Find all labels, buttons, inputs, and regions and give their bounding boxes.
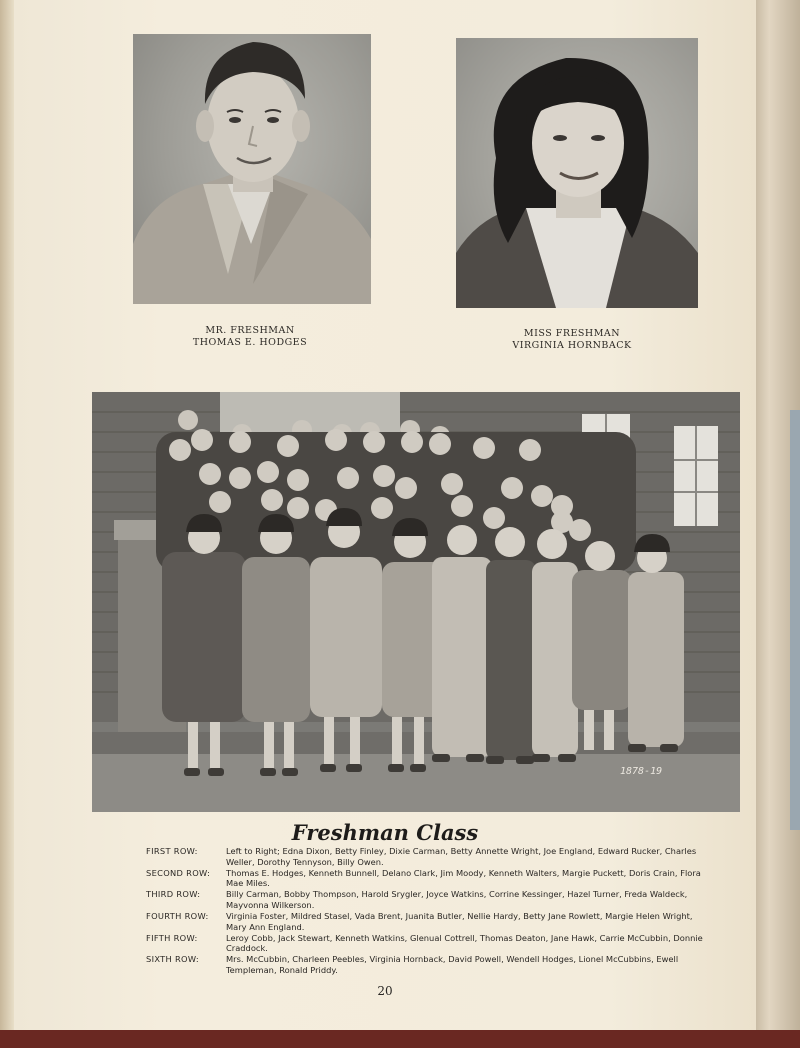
row-entry: [146, 846, 706, 867]
row-names: Thomas E. Hodges, Kenneth Bunnell, Delano Clark, Jim Moody, Kenneth Walters, Margie Puckett, Doris Crain, Flora Mae Miles.: [226, 867, 701, 889]
row-entry: [146, 911, 706, 932]
row-label: SECOND ROW:: [146, 867, 211, 878]
miss-freshman-title: MISS FRESHMAN: [523, 328, 621, 339]
book-cover-edge: [0, 1030, 800, 1048]
row-names: Virginia Foster, Mildred Stasel, Vada Brent, Juanita Butler, Nellie Hardy, Betty Jane Rowlett, Margie Helen Wright, Mary Ann England.: [226, 911, 693, 932]
row-listing: [146, 846, 706, 976]
row-entry: [146, 933, 706, 954]
portrait-miss-freshman: [456, 38, 698, 308]
row-names: Billy Carman, Bobby Thompson, Harold Srygler, Joyce Watkins, Corrine Kessinger, Hazel Turner, Freda Waldeck, Mayvonna Wilkerson.: [226, 889, 688, 910]
page-number: 20: [377, 984, 393, 998]
row-label: FIRST ROW:: [146, 846, 198, 856]
row-names: Left to Right; Edna Dixon, Betty Finley, Dixie Carman, Betty Annette Wright, Joe England, Edward Rucker, Charles Weller, Dorothy Tennyson, Billy Owen.: [226, 846, 697, 867]
boy-portrait-photo: [133, 34, 371, 304]
row-names: Mrs. McCubbin, Charleen Peebles, Virginia Hornback, David Powell, Wendell Hodges, Lionel McCubbins, Ewell Templeman, Ronald Priddy.: [226, 954, 679, 976]
row-label: FIFTH ROW:: [146, 932, 198, 943]
binding-edge: [0, 0, 14, 1030]
mr-freshman-title: MR. FRESHMAN: [205, 325, 295, 336]
mr-freshman-name: THOMAS E. HODGES: [192, 337, 308, 348]
yearbook-page: [14, 0, 756, 1030]
group-photo-image: [92, 392, 740, 812]
row-names: Leroy Cobb, Jack Stewart, Kenneth Watkins, Glenual Cottrell, Thomas Deaton, Jane Hawk, Carrie McCubbin, Donnie Craddock.: [226, 932, 703, 954]
row-entry: [146, 954, 706, 975]
photo-plate-number: 1878-19: [620, 766, 663, 777]
row-entry: [146, 889, 706, 910]
page-edge-strip: [790, 410, 800, 830]
mr-freshman-caption: [130, 325, 370, 349]
row-label: SIXTH ROW:: [146, 954, 200, 965]
miss-freshman-caption: [452, 328, 692, 352]
portrait-mr-freshman: [133, 34, 371, 304]
row-entry: [146, 868, 706, 889]
girl-portrait-photo: [456, 38, 698, 308]
freshman-class-group-photo: [92, 392, 740, 812]
row-label: FOURTH ROW:: [146, 911, 209, 922]
miss-freshman-name: VIRGINIA HORNBACK: [512, 340, 632, 351]
freshman-class-title: Freshman Class: [291, 820, 479, 845]
row-label: THIRD ROW:: [146, 889, 201, 900]
